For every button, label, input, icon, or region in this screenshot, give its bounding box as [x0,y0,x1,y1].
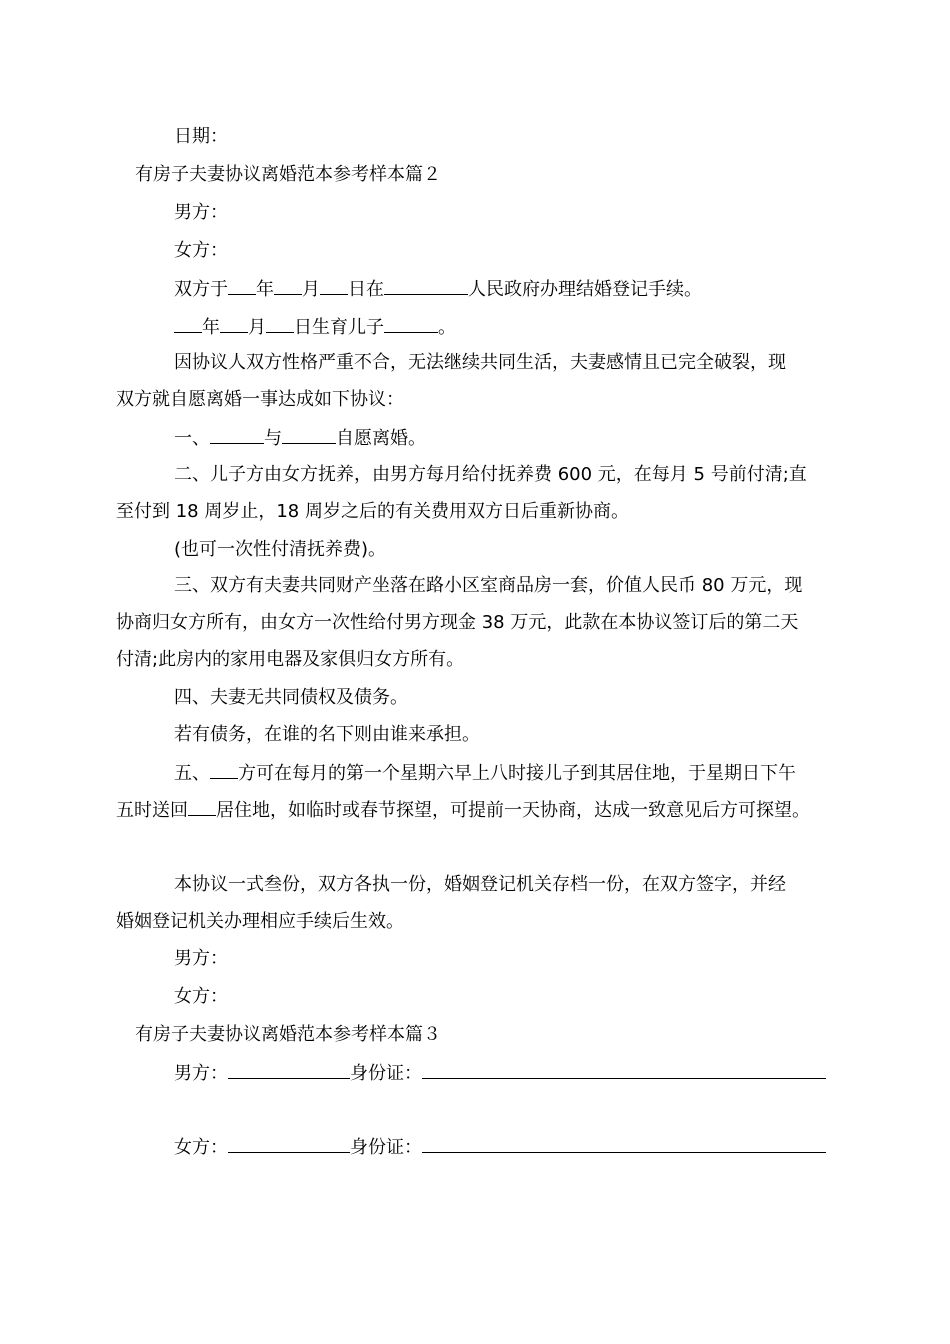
blank-field [320,276,348,295]
date-label: 日期： [174,126,228,147]
clause-5-line-2 [116,797,810,824]
male-id-line [174,1060,826,1087]
clause-3-line-1: 三、双方有夫妻共同财产坐落在路小区室商品房一套，价值人民币 80 万元，现 [174,575,803,596]
clause-4-line-1: 四、夫妻无共同债权及债务。 [174,687,408,708]
blank-field [282,425,336,444]
clause-1 [174,425,426,452]
clause-3-line-2: 协商归女方所有，由女方一次性给付男方现金 38 万元，此款在本协议签订后的第二天 [116,612,799,633]
text: 年 [256,279,274,300]
birth-line [174,314,456,341]
id-blank [422,1060,826,1079]
reason-paragraph-line-1: 因协议人双方性格严重不合，无法继续共同生活，夫妻感情且已完全破裂，现 [174,352,786,373]
text: 身份证： [350,1063,422,1084]
text: 月 [248,317,266,338]
name-blank [228,1060,350,1079]
blank-field [188,797,216,816]
clause-2-line-1: 二、儿子方由女方抚养，由男方每月给付抚养费 600 元，在每月 5 号前付清;直 [174,464,807,485]
clause-5-line-1 [174,760,796,787]
female-party-label: 女方： [174,240,228,261]
clause-4-line-2: 若有债务，在谁的名下则由谁来承担。 [174,724,480,745]
copies-paragraph-line-1: 本协议一式叁份，双方各执一份，婚姻登记机关存档一份，在双方签字，并经 [174,874,786,895]
text: 年 [202,317,220,338]
text: 日生育儿子 [294,317,384,338]
blank-field [210,760,238,779]
text: 双方于 [174,279,228,300]
blank-field [228,276,256,295]
text: 方可在每月的第一个星期六早上八时接儿子到其居住地，于星期日下午 [238,763,796,784]
blank-field [384,314,438,333]
text: 男方： [174,1063,228,1084]
reason-paragraph-line-2: 双方就自愿离婚一事达成如下协议： [116,389,404,410]
clause-3-line-3: 付清;此房内的家用电器及家俱归女方所有。 [116,649,465,670]
name-blank [228,1134,350,1153]
section-title-3: 有房子夫妻协议离婚范本参考样本篇３ [135,1024,441,1045]
text: 日在 [348,279,384,300]
blank-field [274,276,302,295]
copies-paragraph-line-2: 婚姻登记机关办理相应手续后生效。 [116,911,404,932]
female-id-line [174,1134,826,1161]
blank-field [266,314,294,333]
text: 与 [264,428,282,449]
text: 居住地，如临时或春节探望，可提前一天协商，达成一致意见后方可探望。 [216,800,810,821]
text: 人民政府办理结婚登记手续。 [468,279,702,300]
text: 月 [302,279,320,300]
male-party-label: 男方： [174,202,228,223]
text: 五、 [174,763,210,784]
clause-2-line-3: (也可一次性付清抚养费)。 [174,539,387,560]
text: 。 [438,317,456,338]
female-signature-label: 女方： [174,986,228,1007]
marriage-registration-line [174,276,702,303]
section-title-2: 有房子夫妻协议离婚范本参考样本篇２ [135,164,441,185]
blank-field [220,314,248,333]
text: 身份证： [350,1137,422,1158]
text: 自愿离婚。 [336,428,426,449]
text: 一、 [174,428,210,449]
text: 五时送回 [116,800,188,821]
male-signature-label: 男方： [174,948,228,969]
blank-field [174,314,202,333]
blank-field [384,276,468,295]
blank-field [210,425,264,444]
text: 女方： [174,1137,228,1158]
id-blank [422,1134,826,1153]
clause-2-line-2: 至付到 18 周岁止，18 周岁之后的有关费用双方日后重新协商。 [116,501,629,522]
